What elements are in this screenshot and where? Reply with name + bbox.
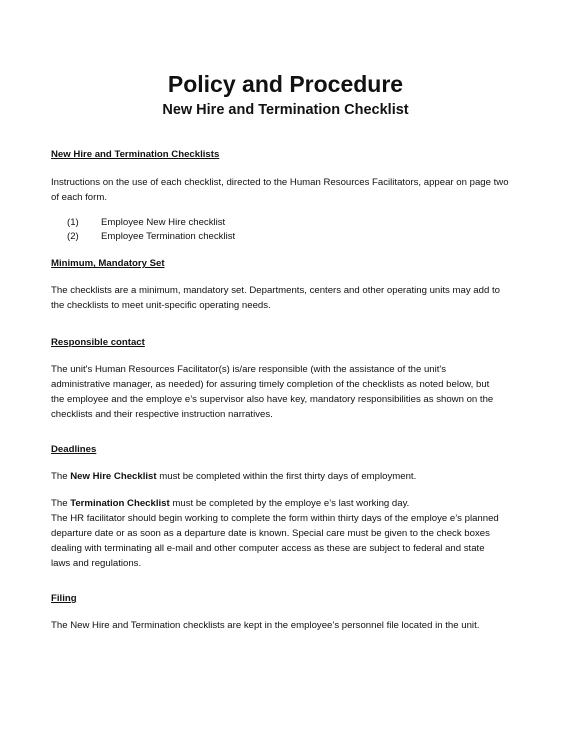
responsible-paragraph xyxy=(51,362,539,422)
paragraph-line: administrative manager, as needed) for assuring timely completion of the checklists as noted below, but xyxy=(51,379,490,390)
paragraph-line: dealing with terminating all e-mail and other computer access as these are subject to federal and state xyxy=(51,543,485,554)
paragraph-line xyxy=(51,496,539,511)
paragraph-line: The HR facilitator should begin working to complete the form within thirty days of the employe e’s planned xyxy=(51,513,499,524)
section-heading-filing: Filing xyxy=(51,593,77,604)
text-run: must be completed within the first thirty days of employment. xyxy=(156,471,417,482)
text-run: The xyxy=(51,498,71,509)
list-item-new-hire-checklist: Employee New Hire checklist xyxy=(101,217,226,228)
minimum-paragraph xyxy=(51,283,539,313)
section-heading-deadlines: Deadlines xyxy=(51,444,97,455)
page-subtitle: New Hire and Termination Checklist xyxy=(162,102,409,118)
deadlines-new-hire-paragraph xyxy=(51,469,539,484)
deadlines-termination-paragraph xyxy=(51,496,539,571)
list-item-number: (2) xyxy=(67,231,79,242)
section-heading-responsible: Responsible contact xyxy=(51,337,145,348)
paragraph-line: The New Hire and Termination checklists are kept in the employee’s personnel file located in the unit. xyxy=(51,620,480,631)
paragraph-line: of each form. xyxy=(51,192,107,203)
text-run: must be completed by the employe e’s last working day. xyxy=(169,498,410,509)
list-item-termination-checklist: Employee Termination checklist xyxy=(101,231,236,242)
new-hire-checklist-emphasis: New Hire Checklist xyxy=(70,471,157,482)
section-heading-minimum: Minimum, Mandatory Set xyxy=(51,258,165,269)
text-run: The xyxy=(51,471,71,482)
paragraph-line: checklists and their respective instruction narratives. xyxy=(51,409,273,420)
paragraph-line: Instructions on the use of each checklist, directed to the Human Resources Facilitators, appear on page two xyxy=(51,177,509,188)
paragraph-line xyxy=(51,469,539,484)
checklists-intro-paragraph xyxy=(51,175,539,205)
paragraph-line: The checklists are a minimum, mandatory set. Departments, centers and other operating units may add to xyxy=(51,285,500,296)
list-item-number: (1) xyxy=(67,217,79,228)
section-heading-checklists: New Hire and Termination Checklists xyxy=(51,149,220,160)
paragraph-line: the employee and the employe e’s supervisor also have key, mandatory responsibilities as shown on the xyxy=(51,394,494,405)
filing-paragraph xyxy=(51,618,539,633)
paragraph-line: departure date or as soon as a departure date is known. Special care must be given to the check boxes xyxy=(51,528,490,539)
page-title: Policy and Procedure xyxy=(167,71,404,97)
paragraph-line: The unit's Human Resources Facilitator(s) is/are responsible (with the assistance of the unit's xyxy=(51,364,447,375)
paragraph-line: laws and regulations. xyxy=(51,558,142,569)
termination-checklist-emphasis: Termination Checklist xyxy=(70,498,170,509)
paragraph-line: the checklists to meet unit-specific operating needs. xyxy=(51,300,271,311)
